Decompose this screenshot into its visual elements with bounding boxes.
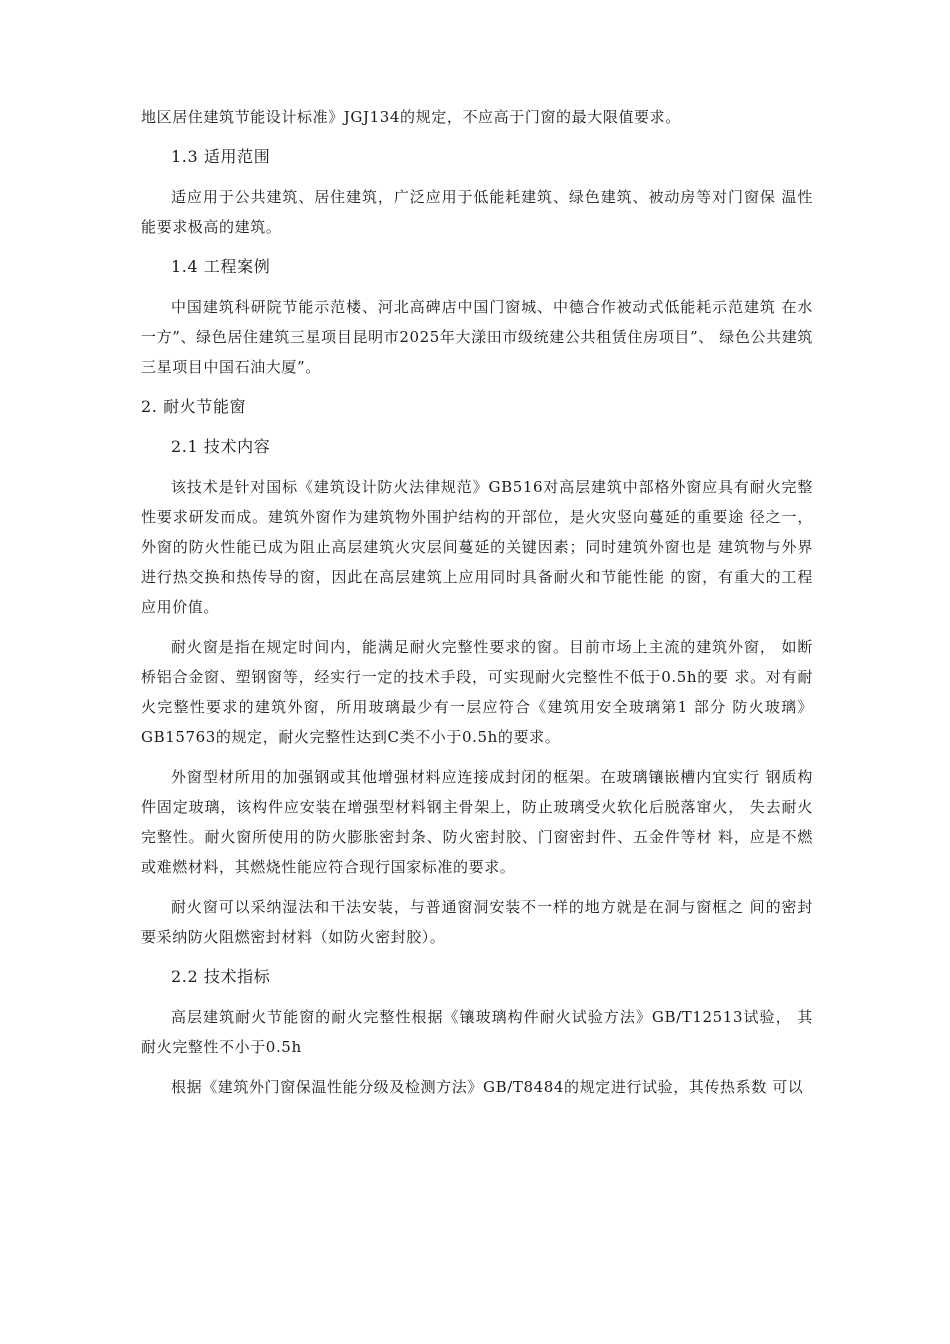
paragraph-tech-content-3: 外窗型材所用的加强钢或其他增强材料应连接成封闭的框架。在玻璃镶嵌槽内宜实行 钢质构件固定玻璃，该构件应安装在增强型材料钢主骨架上，防止玻璃受火软化后脱落窜火， 失去耐火完整性。耐火窗所使用的防火膨胀密封条、防火密封胶、门窗密封件、五金件等材 料，应是不燃或难燃材料，其燃烧性能应符合现行国家标准的要求。 xyxy=(141,768,813,876)
paragraph-indicators-2: 根据《建筑外门窗保温性能分级及检测方法》GB/T8484的规定进行试验，其传热系数 可以 xyxy=(171,1078,804,1096)
paragraph-tech-content-2: 耐火窗是指在规定时间内，能满足耐火完整性要求的窗。目前市场上主流的建筑外窗， 如断桥铝合金窗、塑钢窗等，经实行一定的技术手段，可实现耐火完整性不低于0.5h的要 求。对有耐火完整性要求的建筑外窗，所用玻璃最少有一层应符合《建筑用安全玻璃第1 部分 防火玻璃》GB15763的规定，耐火完整性达到C类不小于0.5h的要求。 xyxy=(141,638,813,746)
section-heading-1-3: 1.3 适用范围 xyxy=(171,147,271,166)
paragraph-tech-content-4: 耐火窗可以采纳湿法和干法安装，与普通窗洞安装不一样的地方就是在洞与窗框之 间的密封要采纳防火阻燃密封材料（如防火密封胶）。 xyxy=(141,898,813,946)
document-body xyxy=(141,102,813,1112)
chapter-heading-2: 2. 耐火节能窗 xyxy=(141,397,247,416)
paragraph-tech-content-1: 该技术是针对国标《建筑设计防火法律规范》GB516对高层建筑中部格外窗应具有耐火完整性要求研发而成。建筑外窗作为建筑物外围护结构的开部位，是火灾竖向蔓延的重要途 径之一，外窗的防火性能已成为阻止高层建筑火灾层间蔓延的关键因素；同时建筑外窗也是 建筑物与外界进行热交换和热传导的窗，因此在高层建筑上应用同时具备耐火和节能性能 的窗，有重大的工程应用价值。 xyxy=(141,478,813,616)
section-heading-2-1: 2.1 技术内容 xyxy=(171,437,271,456)
paragraph-continuation: 地区居住建筑节能设计标准》JGJ134的规定，不应高于门窗的最大限值要求。 xyxy=(141,108,681,126)
paragraph-cases: 中国建筑科研院节能示范楼、河北高碑店中国门窗城、中德合作被动式低能耗示范建筑 在水一方”、绿色居住建筑三星项目昆明市2025年大漾田市级统建公共租赁住房项目”、 绿色公共建筑三星项目中国石油大厦”。 xyxy=(141,298,813,376)
paragraph-indicators-1: 高层建筑耐火节能窗的耐火完整性根据《镶玻璃构件耐火试验方法》GB/T12513试验， 其耐火完整性不小于0.5h xyxy=(141,1008,813,1056)
paragraph-scope: 适应用于公共建筑、居住建筑，广泛应用于低能耗建筑、绿色建筑、被动房等对门窗保 温性能要求极高的建筑。 xyxy=(141,188,813,236)
section-heading-1-4: 1.4 工程案例 xyxy=(171,257,271,276)
section-heading-2-2: 2.2 技术指标 xyxy=(171,967,271,986)
